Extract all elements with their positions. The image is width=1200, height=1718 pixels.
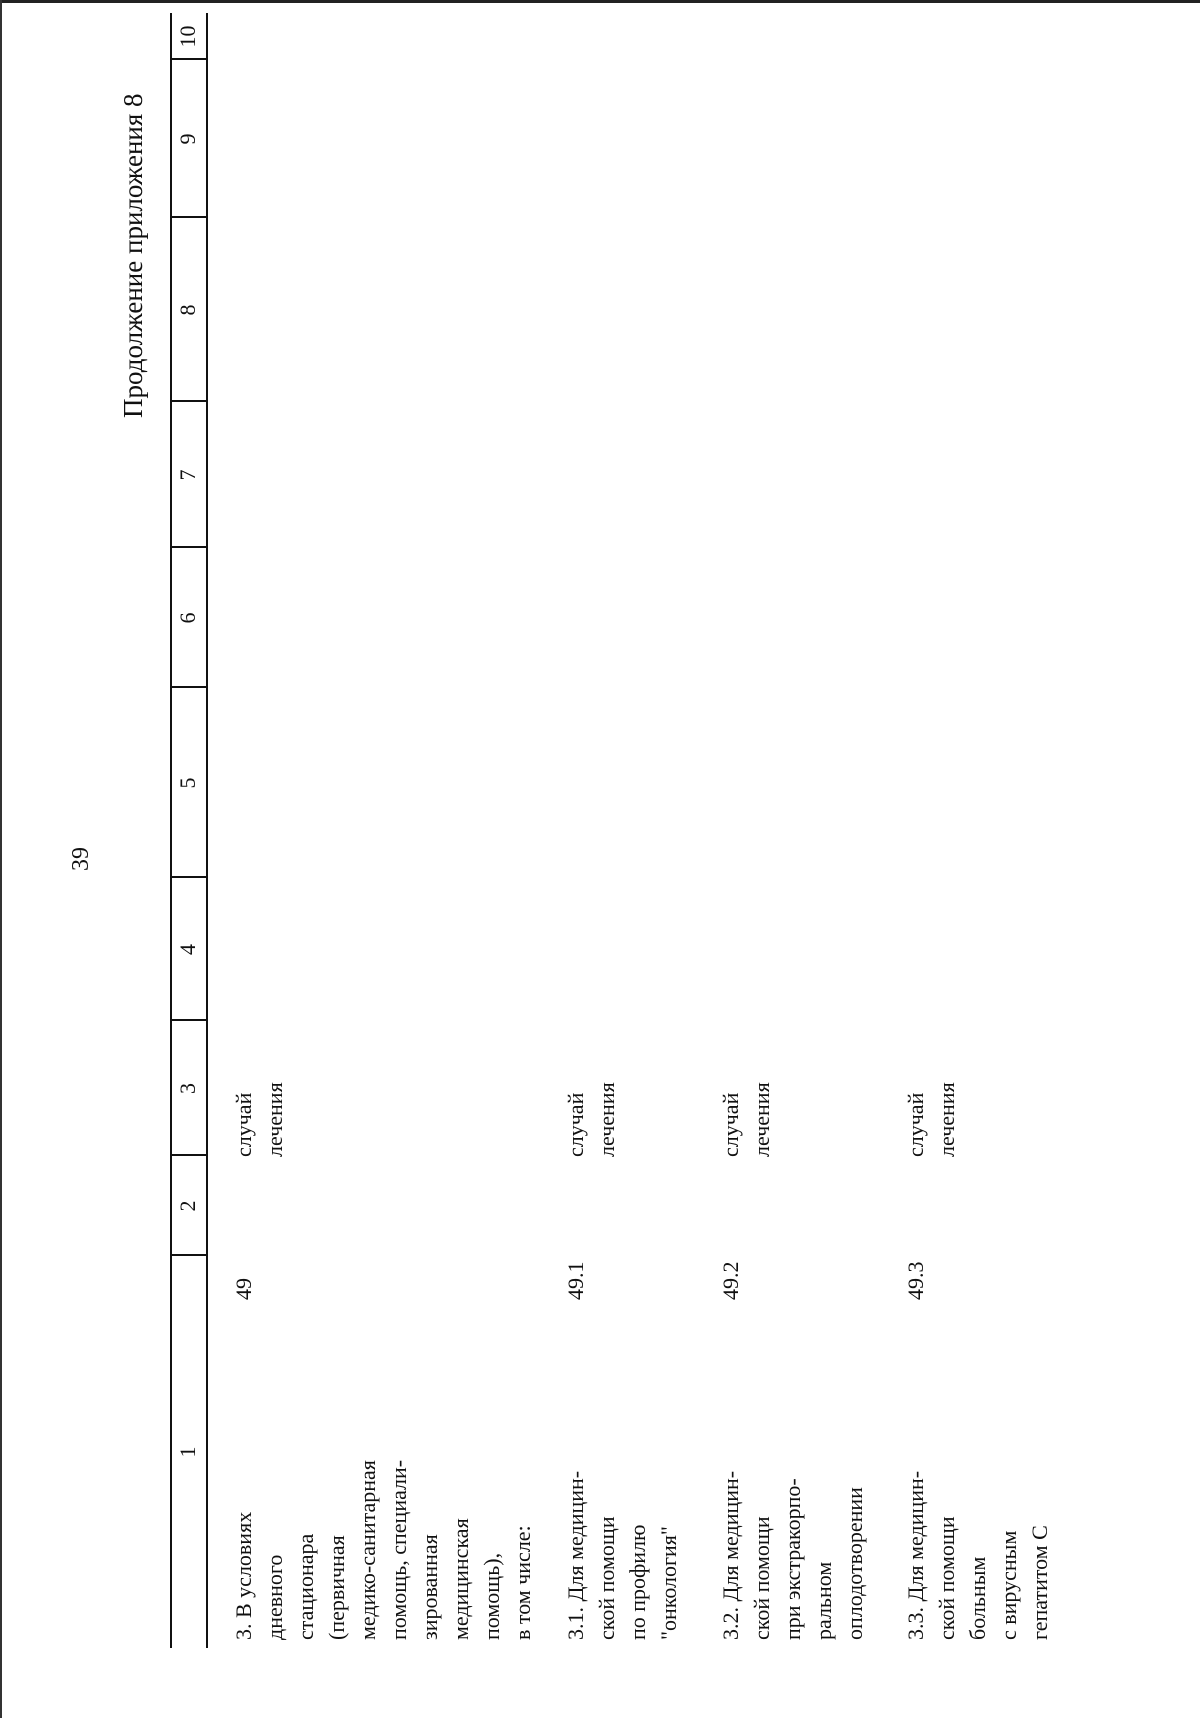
- row-2-name: [560, 1471, 684, 1640]
- header-top-rule: [170, 13, 172, 1648]
- row-1-name-line: зированная: [417, 1534, 442, 1640]
- row-4-unit-line: случай: [903, 1092, 928, 1157]
- row-1-unit-line: лечения: [262, 1082, 287, 1157]
- column-number-1: 1: [175, 1446, 200, 1458]
- column-number-8: 8: [175, 304, 200, 316]
- row-1-code: 49: [231, 1278, 256, 1300]
- page-number: 39: [68, 847, 94, 871]
- column-number-7: 7: [175, 469, 200, 481]
- row-3-unit-line: лечения: [749, 1082, 774, 1157]
- row-4-name-line: с вирусным: [996, 1530, 1021, 1640]
- row-3-code: 49.2: [718, 1261, 743, 1300]
- row-1-name-line: медико-санитарная: [355, 1460, 380, 1640]
- row-4-unit-line: лечения: [934, 1082, 959, 1157]
- column-number-5: 5: [175, 777, 200, 789]
- row-3-name: [715, 1471, 870, 1640]
- row-1-name-line: помощь),: [479, 1552, 504, 1640]
- row-4-code: 49.3: [903, 1261, 928, 1300]
- row-2-name-line: 3.1. Для медицин-: [563, 1470, 588, 1640]
- row-1-name-line: в том числе:: [510, 1525, 535, 1640]
- row-4-name-line: гепатитом С: [1027, 1525, 1052, 1640]
- column-number-9: 9: [175, 133, 200, 145]
- continuation-label: Продолжение приложения 8: [118, 93, 148, 418]
- column-number-6: 6: [175, 612, 200, 624]
- row-2-unit-line: случай: [563, 1092, 588, 1157]
- row-3-name-line: ской помощи: [749, 1516, 774, 1640]
- row-2-code: 49.1: [563, 1261, 588, 1300]
- row-1-name-line: стационара: [293, 1533, 318, 1640]
- column-number-2: 2: [175, 1200, 200, 1212]
- row-1-unit: [228, 1082, 290, 1157]
- row-3-name-line: ральном: [811, 1561, 836, 1640]
- row-1-name-line: помощь, специали-: [386, 1459, 411, 1640]
- row-1-name-line: 3. В условиях: [231, 1511, 256, 1640]
- row-1-unit-line: случай: [231, 1092, 256, 1157]
- column-number-3: 3: [175, 1083, 200, 1094]
- row-1-name-line: дневного: [262, 1554, 287, 1640]
- column-number-4: 4: [175, 944, 200, 955]
- row-1-name-line: (первичная: [324, 1535, 349, 1640]
- row-4-unit: [900, 1082, 962, 1157]
- row-2-unit-line: лечения: [594, 1082, 619, 1157]
- row-2-name-line: "онкология": [656, 1526, 681, 1640]
- row-2-name-line: по профилю: [625, 1524, 650, 1640]
- row-4-name-line: больным: [965, 1556, 990, 1640]
- row-4-name-line: ской помощи: [934, 1516, 959, 1640]
- row-4-name-line: 3.3. Для медицин-: [903, 1470, 928, 1640]
- row-3-name-line: 3.2. Для медицин-: [718, 1470, 743, 1640]
- row-2-name-line: ской помощи: [594, 1516, 619, 1640]
- row-3-unit: [715, 1082, 777, 1157]
- row-1-name-line: медицинская: [448, 1518, 473, 1640]
- row-4-name: [900, 1471, 1055, 1640]
- row-2-unit: [560, 1082, 622, 1157]
- row-3-name-line: при экстракорпо-: [780, 1478, 805, 1640]
- row-3-name-line: оплодотворении: [842, 1487, 867, 1640]
- row-3-unit-line: случай: [718, 1092, 743, 1157]
- header-bottom-rule: [206, 13, 208, 1648]
- column-number-10: 10: [175, 25, 200, 48]
- row-1-name: [228, 1460, 538, 1640]
